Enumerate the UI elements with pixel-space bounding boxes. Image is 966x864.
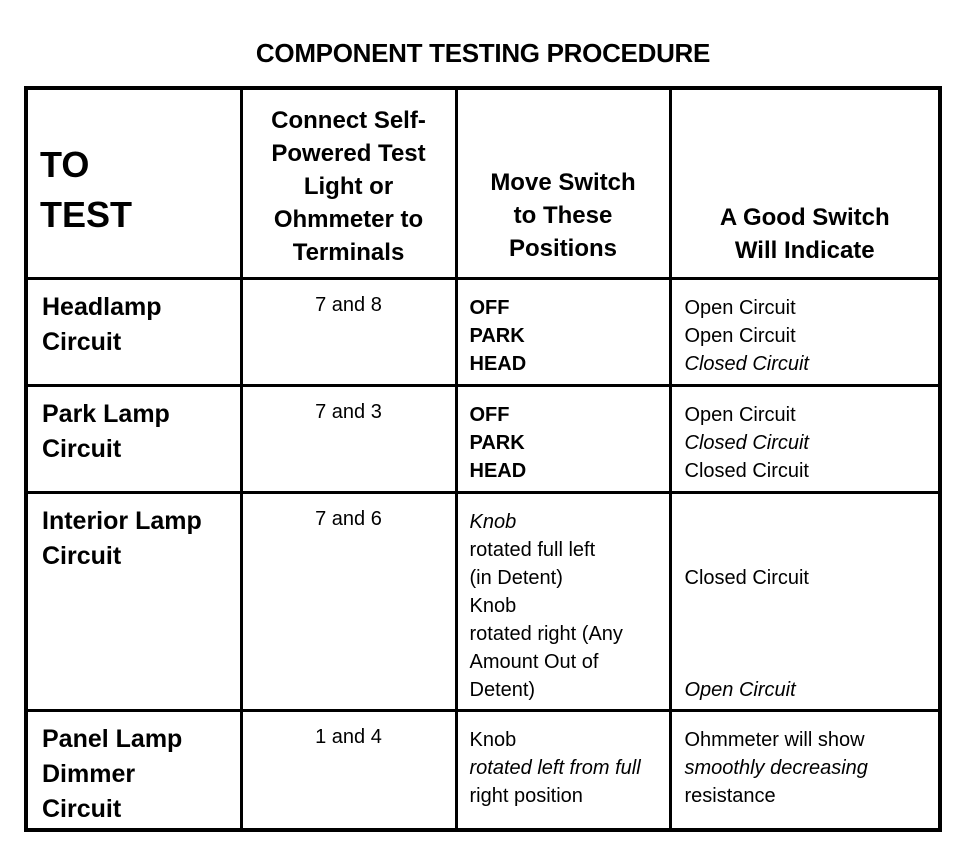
table-row xyxy=(26,492,940,710)
switch-positions: Knob rotated full left (in Detent) Knob rotated right (Any Amount Out of Detent) xyxy=(456,492,670,710)
switch-positions: OFF PARK HEAD xyxy=(456,278,670,385)
table-row xyxy=(26,278,940,385)
switch-positions: Knob rotated left from full right position xyxy=(456,710,670,830)
terminals: 1 and 4 xyxy=(241,710,456,830)
indications: Ohmmeter will show smoothly decreasing resistance xyxy=(670,710,940,830)
header-indicate: A Good Switch Will Indicate xyxy=(670,88,940,278)
page-title: COMPONENT TESTING PROCEDURE xyxy=(255,38,711,68)
circuit-name: Panel Lamp Dimmer Circuit xyxy=(26,710,241,830)
header-row xyxy=(26,88,940,278)
header-to-test: TO TEST xyxy=(26,88,241,278)
switch-positions: OFF PARK HEAD xyxy=(456,385,670,492)
header-connect: Connect Self- Powered Test Light or Ohmmeter to Terminals xyxy=(241,88,456,278)
circuit-name: Interior Lamp Circuit xyxy=(26,492,241,710)
table-row xyxy=(26,385,940,492)
header-move-switch: Move Switch to These Positions xyxy=(456,88,670,278)
terminals: 7 and 8 xyxy=(241,278,456,385)
indications: Open Circuit Closed Circuit Closed Circuit xyxy=(670,385,940,492)
indications: Closed Circuit Open Circuit xyxy=(670,492,940,710)
circuit-name: Headlamp Circuit xyxy=(26,278,241,385)
table-row xyxy=(26,710,940,830)
circuit-name: Park Lamp Circuit xyxy=(26,385,241,492)
terminals: 7 and 3 xyxy=(241,385,456,492)
indications: Open Circuit Open Circuit Closed Circuit xyxy=(670,278,940,385)
testing-table xyxy=(24,86,942,832)
terminals: 7 and 6 xyxy=(241,492,456,710)
